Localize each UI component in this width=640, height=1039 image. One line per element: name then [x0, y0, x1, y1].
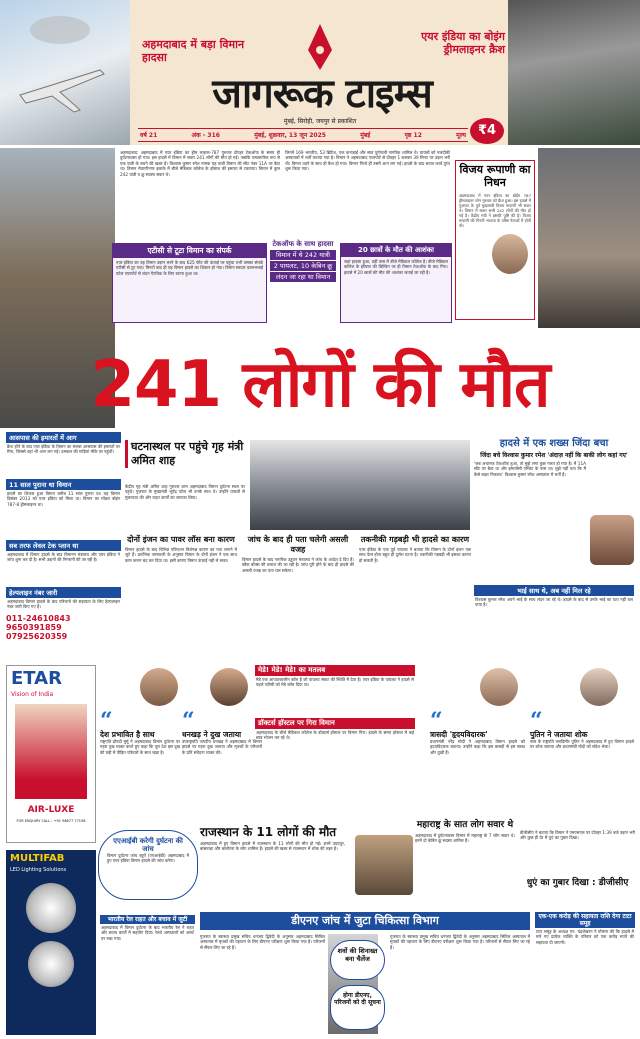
dgca-title: धुएं का गुबार दिखा : डीजीसीए	[526, 878, 629, 888]
dgca-text: डीजीसीए ने बताया कि विमान ने एमएसएल पर दोपहर 1:39 बजे उड़ान भरी और कुछ ही देर में धुएं का गुबार दिखा।	[520, 830, 635, 841]
quote-mark-icon: “	[430, 708, 443, 734]
quote-2-title: धनखड़ ने दुख जताया	[182, 730, 242, 739]
bottom-left-text: अहमदाबाद में विमान दुर्घटना के बाद भारतीय रेल ने राहत और बचाव कार्यों में सहयोग दिया। रेलवे अस्पतालों को अलर्ट पर रखा गया।	[101, 925, 194, 941]
survivor-photo	[590, 515, 634, 565]
col-1-text: विमान हादसे के बाद विभिन्न एविएशन विशेषज्ञ कारण का पता लगाने में जुटे हैं। प्रारंभिक जानकारी के अनुसार विमान के दोनों इंजन ने एक साथ काम करना बंद कर दिया था। इसी कारण विमान ऊंचाई नहीं ले सका।	[125, 547, 237, 563]
s1-text: क्रैश होने के बाद एयर इंडिया के विमान का मलबा आसपास की इमारतों पर गिरा, जिससे वहां भी आग लग गई। दमकल की गाड़ियां मौके पर पहुंचीं।	[7, 444, 120, 455]
meta-pages: पृष्ठ 12	[404, 132, 422, 139]
maharashtra-title: महाराष्ट्र के सात लोग सवार थे	[416, 820, 514, 830]
quote-3	[430, 708, 525, 827]
quote-1-title: देश प्रभावित है साथ	[100, 730, 155, 739]
survivor-bar: भाई साथ थे, अब नहीं मिल रहे	[474, 585, 634, 596]
takeoff-title: टेकऑफ के साथ हादसा	[272, 240, 334, 248]
maharashtra-box	[415, 820, 515, 915]
price-badge: ₹4	[470, 118, 504, 144]
bottom-left	[100, 915, 195, 1035]
col-2	[242, 535, 354, 655]
meta-bar	[138, 128, 468, 142]
bubble-1	[330, 940, 385, 980]
students-text: जहां हादसा हुआ, वहीं पास में बीजे मेडिकल कॉलेज है। बीजे मेडिकल कॉलेज के हॉस्टल की बिल्डिंग पर ही विमान टेकऑफ के बाद गिरा। हादसे में 20 छात्रों की मौत की आशंका जताई जा रही है।	[344, 259, 448, 275]
aai-title: एएआईबी करेगी दुर्घटना की जांच	[113, 837, 183, 853]
quote-4-title: पुतिन ने जताया शोक	[530, 730, 588, 739]
amit-photo	[250, 440, 470, 530]
aai-text: विमान दुर्घटना जांच ब्यूरो (एएआईबी) अहमदाबाद में हुए एयर इंडिया विमान हादसे की जांच करेगा।	[107, 853, 189, 864]
takeoff-box	[270, 240, 336, 330]
s4-title: हेल्पलाइन नंबर जारी	[6, 587, 121, 598]
left-sidebar	[6, 432, 121, 662]
bottom-right-text: टाटा समूह के अध्यक्ष एन. चंद्रशेखरन ने घोषणा की कि हादसे में मारे गए प्रत्येक व्यक्ति के परिवार को एक करोड़ रुपये की सहायता दी जाएगी।	[536, 929, 634, 945]
lead-text-1: अहमदाबाद: अहमदाबाद में एयर इंडिया का ड्रीम लाइनर-787 गुरुवार दोपहर टेकऑफ के समय ही दुर्घटनाग्रस्त हो गया। इस हादसे में विमान में सवार 241 लोगों की मौत हो गई। जबकि चमत्कारिक रूप से एक यात्री के बचने की खबर है। विश्वास कुमार रमेश नामक यह यात्री विमान की सीट नंबर 11A पर बैठा था। विमान मेघाणीनगर इलाके में बीजे मेडिकल कॉलेज के हॉस्टल की इमारत से टकराया। विमान में कुल 242 यात्री व क्रू सदस्य सवार थे।	[120, 150, 280, 177]
modi-portrait	[480, 668, 518, 706]
light-icon	[26, 883, 76, 933]
takeoff-item-2: 2 पायलट, 10 केबिन क्रू	[270, 261, 336, 271]
survivor-subtitle: जिंदा बचे विश्वास कुमार रमेश 'अंदाज़ नहीं कि बाकी लोग कहां गए'	[480, 452, 628, 459]
s3-text: अहमदाबाद में विमान हादसे के बाद विमानन मंत्रालय और एयर इंडिया ने जांच शुरू कर दी है। सभी उड़ानों की निगरानी की जा रही है।	[7, 552, 120, 563]
rajasthan-photo	[355, 835, 413, 895]
rajasthan-title: राजस्थान के 11 लोगों की मौत	[200, 825, 337, 839]
hostel-text: अहमदाबाद के बीजे मेडिकल कॉलेज के डॉक्टर्स हॉस्टल पर विमान गिरा। हादसे के समय हॉस्टल में कई छात्र भोजन कर रहे थे।	[256, 730, 414, 741]
col-1-title: दोनों इंजन का पावर लॉस बना कारण	[127, 535, 235, 544]
helpline-3: 07925620359	[6, 632, 68, 641]
col-3	[359, 535, 471, 655]
quote-mark-icon: “	[182, 708, 195, 734]
amit-title: घटनास्थल पर पहुंचे गृह मंत्री अमित शाह	[125, 440, 245, 468]
vijay-title: विजय रूपाणी का निधन	[459, 163, 531, 189]
col-3-title: तकनीकी गड़बड़ी भी हादसे का कारण	[360, 535, 470, 544]
quote-2	[182, 708, 262, 827]
survivor-bar-text: विश्वास कुमार रमेश अपने भाई के साथ लंदन जा रहे थे। हादसे के बाद से उनके भाई का पता नहीं चल पाया है।	[475, 597, 633, 608]
maharashtra-text: अहमदाबाद में दुर्घटनाग्रस्त विमान में महाराष्ट्र के 7 लोग सवार थे। इनमें दो केबिन क्रू सदस्य शामिल हैं।	[415, 833, 515, 844]
hostel-title: डॉक्टर्स हॉस्टल पर गिरा विमान	[255, 718, 415, 729]
amit-text: केंद्रीय गृह मंत्री अमित शाह गुरुवार शाम अहमदाबाद विमान दुर्घटना स्थल पर पहुंचे। गुजरात के मुख्यमंत्री भूपेंद्र पटेल भी उनके साथ थे। उन्होंने घायलों से मुलाकात की और राहत कार्यों का जायजा लिया।	[125, 484, 245, 500]
helpline-1: 011-24610843	[6, 614, 71, 623]
putin-portrait	[580, 668, 618, 706]
multifab-ad[interactable]	[6, 850, 96, 1035]
masthead	[0, 0, 640, 145]
meta-issue: अंक - 316	[191, 132, 220, 139]
col-3-text: एयर इंडिया के एक पूर्व पायलट ने बताया कि विमान के दोनों इंजन एक साथ फेल होना बहुत ही दुर्लभ घटना है। तकनीकी गड़बड़ी भी इसका कारण हो सकती है।	[359, 547, 471, 563]
plane-photo-left	[0, 0, 130, 145]
multifab-sub: LED Lighting Solutions	[10, 867, 67, 873]
s1-title: आसपास की इमारतों में आग	[6, 432, 121, 443]
mayday-box	[255, 665, 415, 785]
helpline-2: 9650391859	[6, 623, 62, 632]
bubble-2	[330, 985, 385, 1030]
bottom-right	[535, 912, 635, 1035]
takeoff-item-3: लंदन जा रहा था विमान	[270, 272, 336, 282]
multifab-brand: MULTIFAB	[10, 853, 65, 864]
bottom-left-title: भारतीय रेल राहत और बचाव में जुटी	[100, 915, 195, 924]
etar-brand: ETAR	[11, 668, 62, 689]
meta-year: वर्ष 21	[140, 132, 158, 139]
rajasthan-text: अहमदाबाद में हुए विमान हादसे में राजस्थान के 11 लोगों की मौत हो गई। इनमें उदयपुर, बांसवाड़ा और बालोतरा के लोग शामिल हैं। हादसे की खबर से राजस्थान में शोक की लहर है।	[200, 841, 345, 852]
quote-mark-icon: “	[100, 708, 113, 734]
dna-text-2: गुजरात के स्वास्थ्य प्रमुख सचिव धनंजय द्विवेदी के अनुसार अहमदाबाद सिविल अस्पताल में मृतकों की पहचान के लिए डीएनए परीक्षण शुरू किया गया है। परिजनों से सैंपल लिए जा रहे हैं।	[390, 934, 530, 950]
s2-title: 11 साल पुराना था विमान	[6, 479, 121, 490]
etar-product: AIR-LUXE	[27, 805, 75, 815]
dhankhar-portrait	[210, 668, 248, 706]
amit-box	[125, 440, 470, 530]
survivor-title: हादसे में एक शख्स जिंदा बचा	[499, 438, 609, 449]
dgca-box	[520, 830, 635, 910]
tagline: मुंबई, सिरोही, जयपुर से प्रकाशित	[283, 118, 357, 125]
dna-text: गुजरात के स्वास्थ्य प्रमुख सचिव धनंजय द्विवेदी के अनुसार अहमदाबाद सिविल अस्पताल में मृतकों की पहचान के लिए डीएनए परीक्षण शुरू किया गया है। परिजनों से सैंपल लिए जा रहे हैं।	[200, 934, 325, 950]
airplane-icon	[0, 0, 130, 145]
dna-banner: डीएनए जांच में जुटा चिकित्सा विभाग	[200, 912, 530, 930]
mayday-title: मेडे! मेडे! मेडे! का मतलब	[255, 665, 415, 676]
quote-3-title: त्रासदी 'हृदयविदारक'	[430, 730, 488, 739]
left-kicker: अहमदाबाद में बड़ा विमान हादसा	[142, 38, 245, 64]
s3-title: सब तरफ लेवल टेक प्लान था	[6, 540, 121, 551]
quote-4	[530, 708, 634, 827]
vijay-text: अहमदाबाद में एयर इंडिया का बोईंग 787 ड्रीमलाइनर प्लेन गुरुवार को क्रैश हुआ। इस हादसे में गुजरात के पूर्व मुख्यमंत्री विजय रूपाणी भी सवार थे। विमान में सवार सभी 242 लोगों की मौत हो गई है। केंद्रीय मंत्री ने इसकी पुष्टि की है। विजय रूपाणी की गिनती भाजपा के वरिष्ठ नेताओं में होती थी।	[459, 193, 531, 228]
bubble-2-text: होगा डीएनए, परिजनों को दी सूचना	[334, 992, 381, 1006]
s2-text: हादसे का शिकार हुआ विमान करीब 11 साल पुराना था। यह विमान दिसंबर 2013 को एयर इंडिया को मिला था। विमान का मॉडल बोइंग 787-8 ड्रीमलाइनर था।	[7, 491, 120, 507]
atc-box	[112, 243, 267, 323]
building-photo	[538, 148, 640, 328]
aai-bubble	[98, 830, 198, 900]
murmu-portrait	[140, 668, 178, 706]
main-headline: 241 लोगों की मौत	[90, 348, 550, 422]
quote-3-text: प्रधानमंत्री नरेंद्र मोदी ने अहमदाबाद विमान हादसे को हृदयविदारक बताया। उन्होंने कहा कि इस त्रासदी से हम स्तब्ध और दुखी हैं।	[430, 739, 525, 755]
mayday-text: मेडे एक आपातकालीन कॉल है जो पायलट संकट की स्थिति में देता है। एयर इंडिया के पायलट ने हादसे से पहले एटीसी को मेडे कॉल दिया था।	[256, 677, 414, 688]
col-1	[125, 535, 237, 655]
etar-product-image	[15, 704, 87, 799]
survivor-text: 'जब अचानक टेकऑफ हुआ, तो मुझे लगा कुछ गलत हो गया है। मैं 11A सीट पर बैठा था और इमरजेंसी एग्जिट के पास था। मुझे नहीं पता कि मैं कैसे बाहर निकला।' विश्वास कुमार रमेश अस्पताल में भर्ती हैं।	[474, 461, 586, 477]
col-2-text: विमान हादसे के बाद नागरिक उड्डयन मंत्रालय ने जांच के आदेश दे दिए हैं। ब्लैक बॉक्स की तलाश की जा रही है। जांच पूरी होने के बाद ही हादसे की असली वजह का पता चल सकेगा।	[242, 557, 354, 573]
s4-text: अहमदाबाद विमान हादसे के बाद परिजनों की सहायता के लिए हेल्पलाइन नंबर जारी किए गए हैं।	[7, 599, 120, 610]
light-icon-2	[28, 941, 74, 987]
vijay-portrait	[490, 232, 530, 276]
meta-date: मुंबई, शुक्रवार, 13 जून 2025	[254, 132, 326, 139]
atc-text: एयर इंडिया का यह विमान उड़ान भरने के बाद 625 फीट की ऊंचाई पर पहुंचा तभी उसका संपर्क एटीसी से टूट गया। मिनटों बाद ही यह विमान हादसे का शिकार हो गया। विमान सरदार वल्लभभाई पटेल एयरपोर्ट से लंदन गैटविक के लिए रवाना हुआ था।	[116, 260, 263, 276]
lead-text-2: जिनमें 169 भारतीय, 53 ब्रिटिश, एक कनाडाई और सात पुर्तगाली नागरिक शामिल थे। घायलों को नजदीकी अस्पतालों में भर्ती कराया गया है। विमान ने अहमदाबाद एयरपोर्ट से दोपहर 1 बजकर 39 मिनट पर उड़ान भरी थी। विमान उड़ने के साथ ही कैश हो गया। विमान गिरते ही उसमें आग लग गई। हादसे के बाद बचाव कार्य तुरंत शुरू किया गया।	[285, 150, 450, 172]
bubble-1-text: शवों की शिनाख्त बना चैलेंज	[337, 947, 378, 963]
col-2-title: जांच के बाद ही पता चलेगी असली वजह	[247, 535, 349, 554]
students-box	[340, 243, 452, 323]
quote-1	[100, 708, 180, 827]
quote-mark-icon: “	[530, 708, 543, 734]
quote-2-text: उपराष्ट्रपति जगदीप धनखड़ ने अहमदाबाद में विमान हादसे पर गहरा दुख जताया और मृतकों के परिजनों के प्रति संवेदना व्यक्त की।	[182, 739, 262, 755]
atc-title: एटीसी से टूटा विमान का संपर्क	[113, 244, 266, 258]
meta-price-label: मूल्य	[456, 132, 466, 139]
meta-city: मुंबई	[360, 132, 371, 139]
etar-sub: Vision of India	[11, 691, 54, 698]
newspaper-title: जागरूक टाइम्स	[212, 71, 432, 117]
etar-ad[interactable]	[6, 665, 96, 843]
right-kicker: एयर इंडिया का बोइंग ड्रीमलाइनर क्रैश	[421, 30, 505, 56]
students-title: 20 छात्रों के मौत की आशंका	[341, 244, 451, 257]
bottom-right-title: एक-एक करोड़ की सहायता राशि देगा टाटा समूह	[535, 912, 635, 928]
takeoff-item-1: विमान में थे 242 यात्री	[270, 250, 336, 260]
quote-4-text: रूस के राष्ट्रपति व्लादिमीर पुतिन ने अहमदाबाद में हुए विमान हादसे पर शोक जताया और प्रधानमंत्री मोदी को संदेश भेजा।	[530, 739, 634, 750]
crash-smoke-photo	[508, 0, 640, 145]
etar-enquiry: FOR ENQUIRY CALL : +91 98677 77158	[16, 819, 86, 823]
quote-1-text: राष्ट्रपति द्रौपदी मुर्मू ने अहमदाबाद विमान दुर्घटना पर गहरा दुख व्यक्त करते हुए कहा कि पूरा देश इस दुख की घड़ी में पीड़ित परिवारों के साथ खड़ा है।	[100, 739, 180, 755]
